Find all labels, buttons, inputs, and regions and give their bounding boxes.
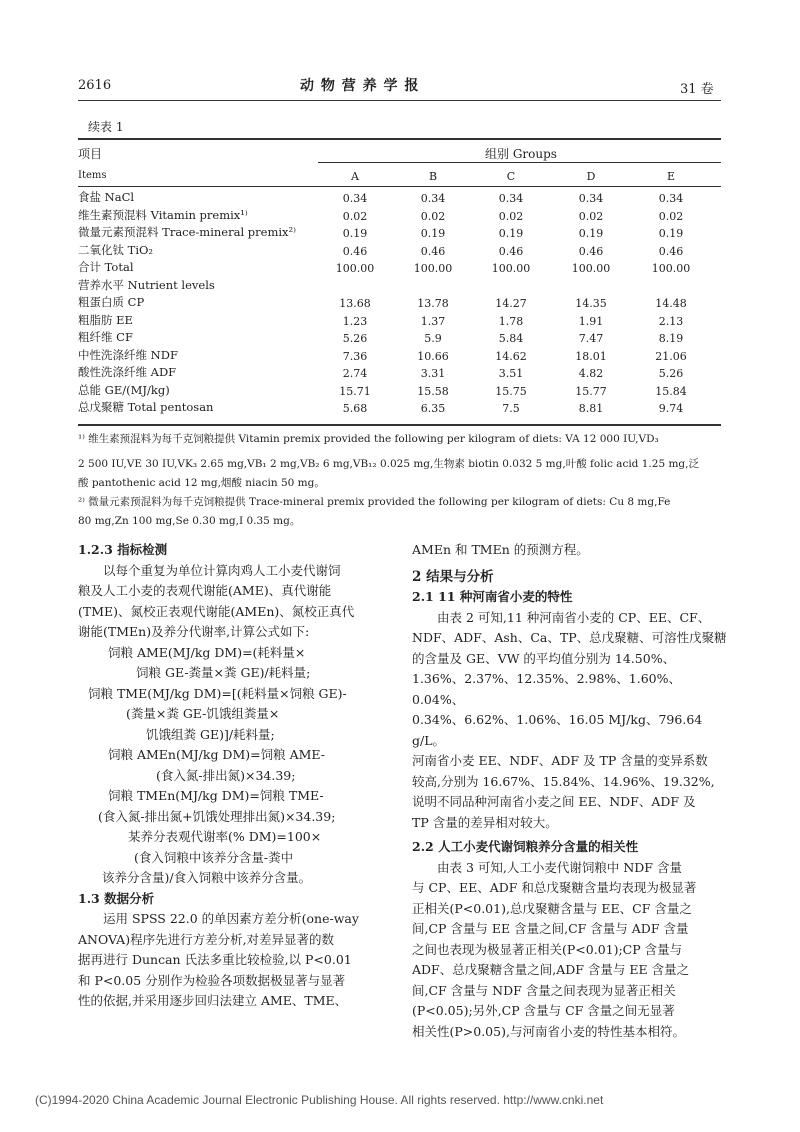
table-cell: 0.46 [658, 244, 684, 258]
table-cell: 5.68 [342, 402, 368, 415]
formula-metab-3: 该养分含量)/食入饲粮中该养分含量。 [102, 870, 312, 885]
table-cell: 14.48 [655, 297, 687, 310]
table-row-label: 微量元素预混料 Trace-mineral premix²⁾ [78, 225, 296, 239]
section-1-2-3-line-2: 粮及人工小麦的表观代谢能(AME)、真代谢能 [78, 583, 332, 598]
table-cell: 1.91 [578, 314, 604, 328]
section-1-2-3-line-4: 谢能(TMEn)及养分代谢率,计算公式如下: [78, 624, 310, 639]
table-cell: 0.34 [342, 192, 368, 205]
table-row-label: 合计 Total [78, 260, 134, 274]
section-2-2-heading: 2.2 人工小麦代谢饲粮养分含量的相关性 [412, 839, 639, 854]
paragraph-line: 之间也表现为极显著正相关(P<0.01);CP 含量与 [412, 941, 683, 957]
formula-amen-2: (食入氮-排出氮)×34.39; [156, 767, 296, 783]
table-row-label: 营养水平 Nutrient levels [78, 277, 215, 292]
table-cell: 5.26 [342, 332, 368, 345]
table-cell: 15.84 [655, 384, 687, 398]
table-cell: 6.35 [420, 402, 446, 415]
table-cell: 0.19 [420, 227, 446, 240]
page-number: 2616 [78, 78, 112, 93]
table-cell: 1.23 [342, 314, 368, 328]
table-cell: 0.46 [420, 244, 446, 258]
footnote-1-line-3: 酸 pantothenic acid 12 mg,烟酸 niacin 50 mg。 [78, 477, 325, 489]
group-label: B [428, 170, 438, 183]
section-2-2-paragraph [412, 858, 732, 1043]
paragraph-line: 间,CP 含量与 EE 含量之间,CF 含量与 ADF 含量 [412, 921, 689, 936]
table-cell: 4.82 [578, 367, 604, 380]
table-row-label: 二氧化钛 TiO₂ [78, 242, 154, 257]
table-cell: 100.00 [571, 262, 611, 275]
table-cell: 18.01 [575, 349, 607, 363]
paragraph-line: 由表 3 可知,人工小麦代谢饲粮中 NDF 含量 [437, 859, 682, 875]
section-1-2-3-line-1: 以每个重复为单位计算肉鸡人工小麦代谢饲 [103, 562, 341, 578]
table-cell: 2.74 [342, 367, 368, 380]
table-cell: 0.19 [658, 227, 684, 240]
paragraph-line: TP 含量的差异相对较大。 [412, 814, 558, 830]
table-cell: 15.58 [417, 384, 449, 398]
paragraph-line: 由表 2 可知,11 种河南省小麦的 CP、EE、CF、 [437, 609, 711, 625]
table-top-rule [78, 138, 721, 140]
formula-tmen-2: (食入氮-排出氮+饥饿处理排出氮)×34.39; [98, 808, 336, 824]
table-cell: 0.34 [420, 192, 446, 205]
right-line-1: AMEn 和 TMEn 的预测方程。 [412, 542, 589, 557]
footnote-2-line-1: ²⁾ 微量元素预混料为每千克饲粮提供 Trace-mineral premix provided the following per kilogram of diets: Cu 8 mg,Fe [78, 496, 671, 508]
table-cell: 100.00 [491, 262, 531, 275]
col-item-en: Items [78, 170, 107, 181]
section-1-3-line-3: 据再进行 Duncan 氏法多重比较检验,以 P<0.01 [78, 952, 352, 967]
table-caption: 续表 1 [88, 120, 124, 134]
section-2-1-heading: 2.1 11 种河南省小麦的特性 [412, 589, 573, 604]
formula-ame-2: 饲粮 GE-粪量×粪 GE)/耗料量; [136, 665, 311, 680]
table-cell: 0.19 [342, 227, 368, 240]
formula-tmen-1: 饲粮 TMEn(MJ/kg DM)=饲粮 TME- [108, 788, 324, 803]
section-2-1-paragraph [412, 608, 732, 834]
section-1-2-3-line-3: (TME)、氮校正表观代谢能(AMEn)、氮校正真代 [78, 603, 355, 619]
table-cell: 7.5 [502, 402, 520, 415]
group-label: D [586, 170, 596, 183]
paragraph-line: 与 CP、EE、ADF 和总戊聚糖含量均表现为极显著 [412, 880, 697, 895]
section-1-3-line-2: ANOVA)程序先进行方差分析,对差异显著的数 [78, 931, 335, 947]
table-cell: 0.46 [342, 244, 368, 258]
paragraph-line: 0.34%、6.62%、1.06%、16.05 MJ/kg、796.64 g/L。 [412, 712, 703, 748]
formula-tme-3: 饥饿组粪 GE)]/耗料量; [146, 726, 275, 742]
table-cell: 13.78 [417, 297, 449, 310]
volume: 31 卷 [680, 82, 714, 97]
header-bottom-rule [78, 186, 721, 187]
table-cell: 14.27 [495, 297, 527, 310]
table-cell: 5.84 [498, 332, 524, 345]
table-row-label: 粗脂肪 EE [78, 312, 133, 327]
right-column [412, 540, 732, 1042]
table-cell: 0.34 [498, 192, 524, 205]
section-2-heading: 2 结果与分析 [412, 568, 494, 585]
paragraph-line: (P<0.05);另外,CP 含量与 CF 含量之间无显著 [412, 1003, 675, 1018]
col-item-zh: 项目 [78, 147, 103, 161]
table-cell: 14.35 [575, 297, 607, 310]
paragraph-line: ADF、总戊聚糖含量之间,ADF 含量与 EE 含量之 [412, 962, 690, 977]
table-cell: 9.74 [658, 402, 684, 415]
table-cell: 100.00 [651, 262, 691, 275]
formula-metab-1: 某养分表观代谢率(% DM)=100× [128, 829, 322, 844]
table-cell: 2.13 [658, 314, 684, 328]
table-row-label: 中性洗涤纤维 NDF [78, 347, 178, 362]
paragraph-line: 较高,分别为 16.67%、15.84%、14.96%、19.32%, [412, 773, 715, 789]
paragraph-line: 间,CF 含量与 NDF 含量之间表现为显著正相关 [412, 982, 676, 998]
table-cell: 7.47 [578, 332, 604, 345]
left-column [78, 540, 398, 1012]
table-cell: 0.34 [578, 192, 604, 205]
section-1-2-3-heading: 1.2.3 指标检测 [78, 542, 168, 557]
group-label: E [666, 170, 676, 183]
table-cell: 8.19 [658, 332, 684, 345]
table-cell: 0.02 [498, 209, 524, 223]
paragraph-line: 的含量及 GE、VW 的平均值分别为 14.50%、 [412, 650, 676, 666]
formula-ame-1: 饲粮 AME(MJ/kg DM)=(耗料量× [108, 644, 306, 660]
footnote-1-line-2: 2 500 IU,VE 30 IU,VK₃ 2.65 mg,VB₁ 2 mg,VB₂ 6 mg,VB₁₂ 0.025 mg,生物素 biotin 0.032 5 mg,叶酸 folic acid 1.25 mg,泛 [78, 458, 699, 470]
table-cell: 100.00 [335, 262, 375, 275]
formula-tme-2: (粪量×粪 GE-饥饿组粪量× [126, 706, 280, 721]
table-cell: 7.36 [342, 349, 368, 363]
table-row-label: 酸性洗涤纤维 ADF [78, 365, 177, 379]
group-label: C [506, 170, 516, 183]
table-cell: 15.75 [495, 384, 527, 398]
table-cell: 0.19 [498, 227, 524, 240]
paragraph-line: 说明不同品种河南省小麦之间 EE、NDF、ADF 及 [412, 794, 696, 809]
formula-tme-1: 饲粮 TME(MJ/kg DM)=[(耗料量×饲粮 GE)- [88, 685, 347, 701]
table-cell: 0.02 [578, 209, 604, 223]
table-cell: 0.19 [578, 227, 604, 240]
table-cell: 10.66 [417, 349, 449, 363]
formula-amen-1: 饲粮 AMEn(MJ/kg DM)=饲粮 AME- [108, 747, 325, 762]
paragraph-line: 1.36%、2.37%、12.35%、2.98%、1.60%、0.04%、 [412, 671, 682, 707]
table-cell: 100.00 [413, 262, 453, 275]
table-cell: 1.37 [420, 314, 446, 328]
section-1-3-line-4: 和 P<0.05 分别作为检验各项数据极显著与显著 [78, 972, 346, 988]
table-row-label: 粗纤维 CF [78, 330, 133, 344]
table-row-label: 总戊聚糖 Total pentosan [78, 400, 214, 414]
table-cell: 3.51 [498, 367, 524, 380]
table-cell: 0.02 [420, 209, 446, 223]
table-cell: 21.06 [655, 349, 687, 363]
table-row-label: 总能 GE/(MJ/kg) [78, 382, 170, 397]
group-rule [318, 162, 721, 163]
table-cell: 0.46 [498, 244, 524, 258]
table-row-label: 食盐 NaCl [78, 190, 135, 204]
table-row-label: 粗蛋白质 CP [78, 295, 145, 309]
table-cell: 0.02 [658, 209, 684, 223]
table-cell: 8.81 [578, 402, 604, 415]
journal-title: 动 物 营 养 学 报 [300, 78, 420, 94]
header-rule [78, 100, 721, 101]
formula-metab-2: (食入饲粮中该养分含量-粪中 [134, 849, 294, 865]
table-cell: 13.68 [339, 297, 371, 310]
group-label: A [351, 170, 359, 183]
section-1-3-heading: 1.3 数据分析 [78, 890, 155, 906]
table-cell: 0.02 [342, 209, 368, 223]
paragraph-line: 正相关(P<0.01),总戊聚糖含量与 EE、CF 含量之 [412, 900, 692, 916]
section-1-3-line-5: 性的依据,并采用逐步回归法建立 AME、TME、 [78, 993, 348, 1008]
group-header: 组别 Groups [485, 147, 557, 161]
footnote-2-line-2: 80 mg,Zn 100 mg,Se 0.30 mg,I 0.35 mg。 [78, 515, 301, 527]
section-1-3-line-1: 运用 SPSS 22.0 的单因素方差分析(one-way [103, 911, 359, 926]
table-cell: 5.26 [658, 367, 684, 380]
table-cell: 14.62 [495, 349, 527, 363]
table-cell: 1.78 [498, 314, 524, 328]
paragraph-line: NDF、ADF、Ash、Ca、TP、总戊聚糖、可溶性戊聚糖 [412, 630, 727, 645]
table-cell: 5.9 [424, 332, 442, 345]
table-cell: 0.46 [578, 244, 604, 258]
table-row-label: 维生素预混料 Vitamin premix¹⁾ [78, 207, 248, 222]
paragraph-line: 河南省小麦 EE、NDF、ADF 及 TP 含量的变异系数 [412, 753, 708, 768]
table-cell: 3.31 [420, 367, 446, 380]
paragraph-line: 相关性(P>0.05),与河南省小麦的特性基本相符。 [412, 1023, 685, 1039]
table-cell: 15.71 [339, 384, 371, 398]
footnote-1-line-1: ¹⁾ 维生素预混料为每千克饲粮提供 Vitamin premix provided the following per kilogram of diets: VA 12 000 IU,VD₃ [78, 433, 659, 445]
table-cell: 0.34 [658, 192, 684, 205]
table-cell: 15.77 [575, 384, 607, 398]
copyright-footer: (C)1994-2020 China Academic Journal Electronic Publishing House. All rights reserved. http://www.cnki.net [35, 1093, 604, 1107]
